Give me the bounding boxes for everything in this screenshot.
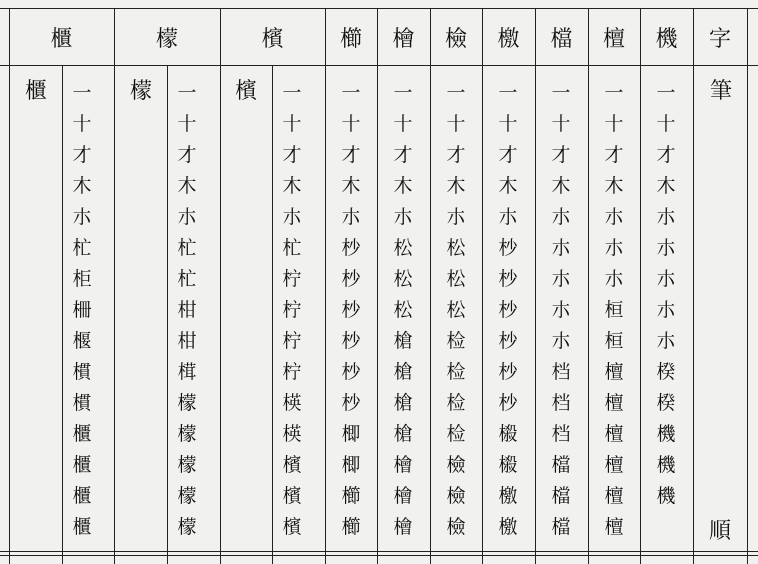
stroke-step: 朩 xyxy=(177,206,197,228)
stroke-step: 杪 xyxy=(341,268,361,290)
stroke-step: 松 xyxy=(446,237,466,259)
stroke-step: 樌 xyxy=(72,361,92,383)
stroke-step: 检 xyxy=(446,361,466,383)
stroke-step: 櫛 xyxy=(341,485,361,507)
stroke-step: 一 xyxy=(393,82,413,104)
col-divider xyxy=(482,8,483,564)
stroke-step: 柠 xyxy=(282,299,302,321)
stroke-step: 檳 xyxy=(282,485,302,507)
stroke-step: 槍 xyxy=(393,361,413,383)
model-char-bin: 檳 xyxy=(234,79,257,104)
stroke-step: 檀 xyxy=(604,516,624,538)
stroke-step: 档 xyxy=(551,392,571,414)
stroke-step: 杧 xyxy=(177,268,197,290)
stroke-step: 柠 xyxy=(282,330,302,352)
stroke-step: 楑 xyxy=(656,361,676,383)
stroke-step: 一 xyxy=(282,82,302,104)
stroke-step: 檔 xyxy=(551,516,571,538)
stroke-step: 杧 xyxy=(282,237,302,259)
stroke-step: 朩 xyxy=(656,268,676,290)
stroke-step: 杪 xyxy=(498,299,518,321)
header-char-xi: 檄 xyxy=(497,26,520,52)
stroke-step: 檀 xyxy=(604,392,624,414)
stroke-step: 十 xyxy=(393,113,413,135)
stroke-step: 柠 xyxy=(282,268,302,290)
header-char-jian: 檢 xyxy=(444,26,467,52)
col-divider xyxy=(640,8,641,564)
stroke-step: 一 xyxy=(177,82,197,104)
stroke-step: 檀 xyxy=(604,423,624,445)
stroke-step: 槍 xyxy=(393,392,413,414)
stroke-step: 一 xyxy=(551,82,571,104)
stroke-step: 櫃 xyxy=(72,423,92,445)
stroke-step: 朩 xyxy=(604,268,624,290)
stroke-step: 木 xyxy=(498,175,518,197)
stroke-step: 才 xyxy=(177,144,197,166)
stroke-step: 木 xyxy=(393,175,413,197)
stroke-step: 松 xyxy=(393,299,413,321)
stroke-step: 朩 xyxy=(551,268,571,290)
stroke-step: 檳 xyxy=(282,516,302,538)
stroke-step: 檔 xyxy=(551,454,571,476)
stroke-step: 檜 xyxy=(393,516,413,538)
stroke-step: 杧 xyxy=(72,237,92,259)
stroke-step: 朩 xyxy=(341,206,361,228)
stroke-step: 杪 xyxy=(498,330,518,352)
stroke-step: 柜 xyxy=(72,268,92,290)
stroke-step: 才 xyxy=(72,144,92,166)
stroke-step: 楖 xyxy=(341,423,361,445)
stroke-step: 檬 xyxy=(177,485,197,507)
stroke-step: 朩 xyxy=(656,237,676,259)
stroke-step: 樌 xyxy=(72,392,92,414)
stroke-step: 楖 xyxy=(341,454,361,476)
stroke-step: 榝 xyxy=(498,423,518,445)
stroke-step: 一 xyxy=(341,82,361,104)
stroke-column-ji xyxy=(646,78,686,512)
col-divider xyxy=(377,8,378,564)
stroke-step: 十 xyxy=(72,113,92,135)
header-char-kuai: 檜 xyxy=(392,26,415,52)
stroke-column-xi xyxy=(488,78,528,543)
stroke-step: 檄 xyxy=(498,485,518,507)
stroke-step: 柑 xyxy=(177,330,197,352)
stroke-step: 桓 xyxy=(604,299,624,321)
stroke-step: 松 xyxy=(446,299,466,321)
model-char-gui: 櫃 xyxy=(24,79,47,104)
stroke-step: 朩 xyxy=(551,237,571,259)
stroke-step: 櫃 xyxy=(72,516,92,538)
stroke-step: 朩 xyxy=(446,206,466,228)
table-left-border xyxy=(9,8,10,564)
header-char-zhi: 櫛 xyxy=(339,26,362,52)
stroke-step: 朩 xyxy=(656,330,676,352)
stroke-step: 十 xyxy=(341,113,361,135)
stroke-step: 才 xyxy=(282,144,302,166)
stroke-step: 杪 xyxy=(498,361,518,383)
stroke-step: 木 xyxy=(551,175,571,197)
stroke-step: 十 xyxy=(282,113,302,135)
stroke-step: 楧 xyxy=(282,392,302,414)
stroke-step: 档 xyxy=(551,361,571,383)
col-divider xyxy=(693,8,694,564)
stroke-step: 檄 xyxy=(498,516,518,538)
stroke-step: 检 xyxy=(446,392,466,414)
stroke-step: 杪 xyxy=(498,237,518,259)
col-divider xyxy=(114,8,115,564)
col-divider xyxy=(430,8,431,564)
stroke-step: 朩 xyxy=(393,206,413,228)
stroke-step: 機 xyxy=(656,454,676,476)
stroke-step: 十 xyxy=(604,113,624,135)
stroke-step: 木 xyxy=(341,175,361,197)
header-char-meng: 檬 xyxy=(155,26,178,52)
header-char-tan: 檀 xyxy=(602,26,625,52)
stroke-step: 朩 xyxy=(551,206,571,228)
stroke-step: 一 xyxy=(656,82,676,104)
stroke-step: 朩 xyxy=(656,299,676,321)
col-divider xyxy=(220,8,221,564)
stroke-step: 榵 xyxy=(177,361,197,383)
stroke-step: 朩 xyxy=(282,206,302,228)
stroke-step: 杪 xyxy=(341,237,361,259)
header-char-dang: 檔 xyxy=(550,26,573,52)
stroke-step: 檬 xyxy=(177,423,197,445)
stroke-step: 一 xyxy=(604,82,624,104)
stroke-step: 朩 xyxy=(604,237,624,259)
stroke-step: 杪 xyxy=(341,361,361,383)
stroke-step: 槍 xyxy=(393,330,413,352)
stroke-step: 檢 xyxy=(446,516,466,538)
stroke-step: 杪 xyxy=(498,268,518,290)
stroke-column-tan xyxy=(594,78,634,543)
stroke-step: 檳 xyxy=(282,454,302,476)
stroke-step: 木 xyxy=(177,175,197,197)
stroke-step: 柑 xyxy=(177,299,197,321)
stroke-step: 櫃 xyxy=(72,454,92,476)
stroke-step: 才 xyxy=(656,144,676,166)
stroke-step: 十 xyxy=(446,113,466,135)
stroke-step: 檬 xyxy=(177,516,197,538)
stroke-step: 松 xyxy=(393,237,413,259)
stroke-column-gui xyxy=(62,78,102,543)
stroke-step: 櫛 xyxy=(341,516,361,538)
stroke-step: 桓 xyxy=(604,330,624,352)
header-char-bin: 檳 xyxy=(261,26,284,52)
stroke-column-kuai xyxy=(383,78,423,543)
table-right-border xyxy=(747,8,748,564)
stroke-step: 档 xyxy=(551,423,571,445)
model-char-meng: 檬 xyxy=(129,79,152,104)
label-shun: 順 xyxy=(708,519,731,544)
stroke-step: 十 xyxy=(656,113,676,135)
stroke-step: 杪 xyxy=(341,299,361,321)
stroke-step: 木 xyxy=(72,175,92,197)
stroke-step: 一 xyxy=(72,82,92,104)
stroke-step: 杪 xyxy=(498,392,518,414)
stroke-step: 才 xyxy=(393,144,413,166)
stroke-step: 檢 xyxy=(446,485,466,507)
stroke-step: 十 xyxy=(551,113,571,135)
stroke-step: 松 xyxy=(393,268,413,290)
stroke-step: 朩 xyxy=(551,299,571,321)
stroke-step: 才 xyxy=(604,144,624,166)
stroke-step: 十 xyxy=(498,113,518,135)
stroke-step: 朩 xyxy=(551,330,571,352)
stroke-step: 松 xyxy=(446,268,466,290)
stroke-step: 朩 xyxy=(498,206,518,228)
stroke-step: 检 xyxy=(446,330,466,352)
stroke-step: 檬 xyxy=(177,392,197,414)
stroke-step: 十 xyxy=(177,113,197,135)
stroke-step: 一 xyxy=(498,82,518,104)
stroke-step: 才 xyxy=(498,144,518,166)
stroke-step: 木 xyxy=(446,175,466,197)
col-divider xyxy=(535,8,536,564)
stroke-step: 杧 xyxy=(177,237,197,259)
stroke-step: 楧 xyxy=(282,423,302,445)
stroke-step: 檀 xyxy=(604,485,624,507)
stroke-step: 木 xyxy=(282,175,302,197)
stroke-step: 檬 xyxy=(177,454,197,476)
stroke-step: 柵 xyxy=(72,299,92,321)
col-divider xyxy=(325,8,326,564)
col-divider xyxy=(588,8,589,564)
stroke-step: 檜 xyxy=(393,485,413,507)
stroke-step: 檜 xyxy=(393,454,413,476)
label-bi: 筆 xyxy=(709,79,732,104)
stroke-column-jian xyxy=(436,78,476,543)
stroke-step: 檔 xyxy=(551,485,571,507)
stroke-step: 一 xyxy=(446,82,466,104)
stroke-step: 檀 xyxy=(604,361,624,383)
header-label-zi: 字 xyxy=(708,26,731,52)
stroke-step: 才 xyxy=(551,144,571,166)
stroke-step: 朩 xyxy=(656,206,676,228)
stroke-step: 才 xyxy=(446,144,466,166)
stroke-column-meng xyxy=(167,78,207,543)
stroke-step: 槍 xyxy=(393,423,413,445)
stroke-step: 木 xyxy=(656,175,676,197)
stroke-step: 柠 xyxy=(282,361,302,383)
stroke-step: 木 xyxy=(604,175,624,197)
stroke-step: 杪 xyxy=(341,330,361,352)
stroke-step: 杪 xyxy=(341,392,361,414)
stroke-step: 椻 xyxy=(72,330,92,352)
stroke-step: 榝 xyxy=(498,454,518,476)
stroke-step: 朩 xyxy=(604,206,624,228)
stroke-step: 櫃 xyxy=(72,485,92,507)
stroke-column-dang xyxy=(541,78,581,543)
stroke-step: 檀 xyxy=(604,454,624,476)
stroke-step: 才 xyxy=(341,144,361,166)
stroke-column-bin xyxy=(272,78,312,543)
header-char-gui: 櫃 xyxy=(50,26,73,52)
stroke-step: 檢 xyxy=(446,454,466,476)
stroke-step: 检 xyxy=(446,423,466,445)
stroke-step: 機 xyxy=(656,423,676,445)
stroke-column-zhi xyxy=(331,78,371,543)
stroke-step: 楑 xyxy=(656,392,676,414)
stroke-step: 機 xyxy=(656,485,676,507)
header-char-ji: 機 xyxy=(655,26,678,52)
stroke-step: 朩 xyxy=(72,206,92,228)
